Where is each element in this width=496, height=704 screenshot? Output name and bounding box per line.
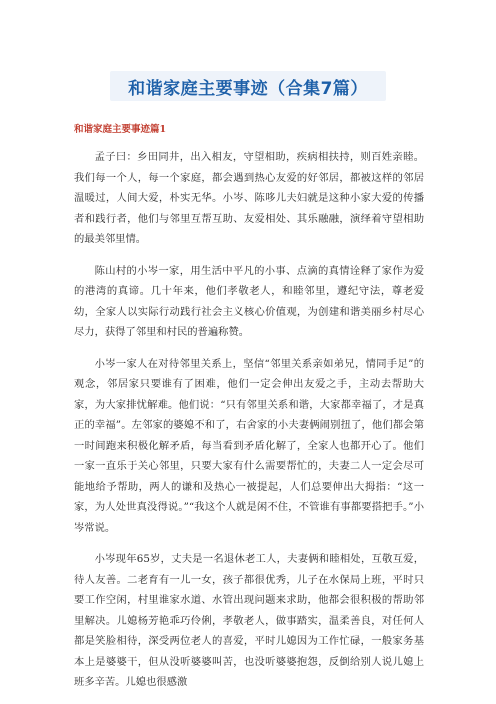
paragraph-1: 孟子曰：乡田同井，出入相友，守望相助，疾病相扶持，则百姓亲睦。我们每一个人，每一个家庭，都会遇到热心友爱的好邻居，都被这样的邻居温暖过，人间大爱，朴实无华。小岑、陈哆儿夫妇就是这种小家大爱的传播者和践行者，他们与邻里互帮互助、友爱相处、其乐融融，演绎着守望相助的最美邻里情。	[74, 151, 424, 245]
article-body	[74, 147, 424, 704]
title-banner	[110, 71, 386, 101]
paragraph-2: 陈山村的小岑一家，用生活中平凡的小事、点滴的真情诠释了家作为爱的港湾的真谛。几十年来，他们孝敬老人，和睦邻里，遵纪守法，尊老爱幼，全家人以实际行动践行社会主义核心价值观，为创建和谐美丽乡村尽心尽力，获得了邻里和村民的普遍称赞。	[74, 264, 424, 338]
paragraph-4: 小岑现年65岁，丈夫是一名退休老工人，夫妻俩和睦相处，互敬互爱，待人友善。二老育有一儿一女，孩子都很优秀，儿子在水保局上班，平时只要工作空闲，村里谁家水道、水管出现问题来求助，他都会很积极的帮助邻里解决。儿媳杨芳艳乖巧伶俐，孝敬老人，做事踏实，温柔善良，对任何人都是笑脸相待，深受两位老人的喜爱，平时儿媳因为工作忙碌，一般家务基本上是婆婆干，但从没听婆婆叫苦，也没听婆婆抱怨，反倒给别人说儿媳上班多辛苦。儿媳也很感激	[74, 553, 424, 688]
page-title: 和谐家庭主要事迹（合集7篇）	[128, 78, 368, 99]
paragraph-3: 小岑一家人在对待邻里关系上，坚信“邻里关系亲如弟兄，情同手足”的观念，邻居家只要谁有了困难，他们一定会伸出友爱之手，主动去帮助大家，为大家排忧解难。他们说：“只有邻里关系和谐，大家都幸福了，才是真正的幸福”。左邻家的婆媳不和了，右舍家的小夫妻俩闹别扭了，他们都会第一时间跑来积极化解矛盾，每当看到矛盾化解了，全家人也都开心了。他们一家一直乐于关心邻里，只要大家有什么需要帮忙的，夫妻二人一定会尽可能地给予帮助，两人的谦和及热心一被提起，人们总要伸出大拇指：“这一家，为人处世真没得说。”“我这个人就是闲不住，不管谁有事都要搭把手。”小岑常说。	[74, 357, 424, 534]
section-heading: 和谐家庭主要事迹篇1	[74, 124, 167, 135]
